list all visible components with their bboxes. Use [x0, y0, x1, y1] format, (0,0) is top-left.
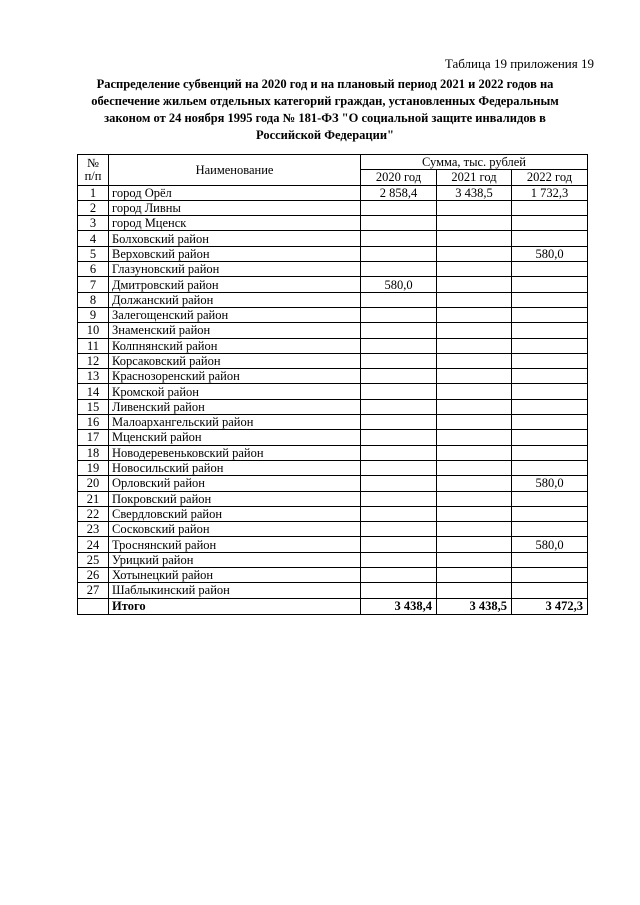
row-value-2022: 580,0 — [512, 476, 588, 491]
total-2021: 3 438,5 — [437, 598, 512, 614]
table-row — [78, 323, 588, 338]
row-number: 12 — [78, 353, 109, 368]
row-value-2021 — [437, 200, 512, 215]
row-value-2020 — [361, 353, 437, 368]
row-value-2020 — [361, 445, 437, 460]
table-row — [78, 307, 588, 322]
row-name: Кромской район — [109, 384, 361, 399]
row-value-2022 — [512, 384, 588, 399]
total-2022: 3 472,3 — [512, 598, 588, 614]
row-name: Корсаковский район — [109, 353, 361, 368]
row-value-2020 — [361, 384, 437, 399]
header-2020: 2020 год — [361, 170, 437, 185]
row-number: 2 — [78, 200, 109, 215]
row-value-2021 — [437, 552, 512, 567]
row-name: Мценский район — [109, 430, 361, 445]
table-row — [78, 568, 588, 583]
table-row — [78, 522, 588, 537]
document-title: Распределение субвенций на 2020 год и на плановый период 2021 и 2022 годов на обеспечение жильем отдельных категорий граждан, установленных Федеральным законом от 24 ноября 1995 года № 181-ФЗ "О социальной защите инвалидов в Российской Федерации" — [91, 77, 559, 142]
row-number: 1 — [78, 185, 109, 200]
row-value-2020 — [361, 399, 437, 414]
row-value-2022 — [512, 216, 588, 231]
row-name: Свердловский район — [109, 506, 361, 521]
appendix-label: Таблица 19 приложения 19 — [444, 56, 594, 71]
row-value-2020 — [361, 369, 437, 384]
row-value-2022 — [512, 231, 588, 246]
table-row — [78, 246, 588, 261]
row-number: 4 — [78, 231, 109, 246]
header-name: Наименование — [109, 155, 361, 186]
row-number: 21 — [78, 491, 109, 506]
row-name: Болховский район — [109, 231, 361, 246]
row-value-2021 — [437, 216, 512, 231]
row-number: 23 — [78, 522, 109, 537]
row-value-2020 — [361, 430, 437, 445]
row-value-2020 — [361, 231, 437, 246]
table-row — [78, 185, 588, 200]
row-value-2021 — [437, 568, 512, 583]
row-value-2020 — [361, 552, 437, 567]
row-number: 5 — [78, 246, 109, 261]
row-name: город Мценск — [109, 216, 361, 231]
row-value-2022 — [512, 491, 588, 506]
table-row — [78, 460, 588, 475]
row-value-2020 — [361, 537, 437, 552]
row-value-2022 — [512, 460, 588, 475]
row-value-2020 — [361, 522, 437, 537]
row-value-2020 — [361, 246, 437, 261]
row-name: Малоархангельский район — [109, 415, 361, 430]
row-name: Покровский район — [109, 491, 361, 506]
row-value-2020: 2 858,4 — [361, 185, 437, 200]
table-row — [78, 537, 588, 552]
table-row — [78, 415, 588, 430]
row-value-2021 — [437, 231, 512, 246]
row-value-2022 — [512, 262, 588, 277]
table-row — [78, 231, 588, 246]
row-number: 24 — [78, 537, 109, 552]
row-value-2022 — [512, 430, 588, 445]
table-row — [78, 262, 588, 277]
row-value-2021 — [437, 445, 512, 460]
row-name: Ливенский район — [109, 399, 361, 414]
row-name: Краснозоренский район — [109, 369, 361, 384]
table-row — [78, 399, 588, 414]
row-value-2020 — [361, 338, 437, 353]
row-value-2021 — [437, 323, 512, 338]
row-number: 20 — [78, 476, 109, 491]
row-name: Троснянский район — [109, 537, 361, 552]
row-number: 11 — [78, 338, 109, 353]
subsidy-table — [77, 154, 588, 615]
row-value-2021 — [437, 415, 512, 430]
row-number: 25 — [78, 552, 109, 567]
total-2020: 3 438,4 — [361, 598, 437, 614]
row-value-2021 — [437, 338, 512, 353]
row-value-2022 — [512, 583, 588, 598]
table-row — [78, 292, 588, 307]
row-name: город Орёл — [109, 185, 361, 200]
total-label: Итого — [109, 598, 361, 614]
row-value-2021 — [437, 307, 512, 322]
row-number: 27 — [78, 583, 109, 598]
row-value-2022 — [512, 415, 588, 430]
row-value-2020 — [361, 568, 437, 583]
row-value-2021 — [437, 277, 512, 292]
row-value-2022 — [512, 307, 588, 322]
row-value-2021 — [437, 476, 512, 491]
row-number: 3 — [78, 216, 109, 231]
row-name: Хотынецкий район — [109, 568, 361, 583]
row-name: Новосильский район — [109, 460, 361, 475]
table-row — [78, 491, 588, 506]
row-value-2020 — [361, 323, 437, 338]
row-name: город Ливны — [109, 200, 361, 215]
total-number-cell — [78, 598, 109, 614]
row-name: Верховский район — [109, 246, 361, 261]
table-row — [78, 384, 588, 399]
row-value-2022: 580,0 — [512, 537, 588, 552]
row-value-2021 — [437, 430, 512, 445]
row-number: 18 — [78, 445, 109, 460]
table-row — [78, 445, 588, 460]
row-value-2020 — [361, 583, 437, 598]
row-number: 19 — [78, 460, 109, 475]
row-value-2021 — [437, 353, 512, 368]
row-value-2021 — [437, 369, 512, 384]
row-value-2021 — [437, 262, 512, 277]
row-name: Колпнянский район — [109, 338, 361, 353]
header-sum: Сумма, тыс. рублей — [361, 155, 588, 170]
table-row — [78, 200, 588, 215]
row-number: 6 — [78, 262, 109, 277]
row-name: Дмитровский район — [109, 277, 361, 292]
row-value-2021 — [437, 292, 512, 307]
row-value-2021 — [437, 246, 512, 261]
row-value-2022: 1 732,3 — [512, 185, 588, 200]
header-number-line1: № — [87, 155, 99, 170]
header-number-line2: п/п — [84, 168, 102, 183]
table-row — [78, 506, 588, 521]
row-number: 14 — [78, 384, 109, 399]
table-row — [78, 277, 588, 292]
table-row — [78, 216, 588, 231]
row-value-2021 — [437, 399, 512, 414]
row-value-2021 — [437, 583, 512, 598]
row-number: 26 — [78, 568, 109, 583]
row-value-2021 — [437, 522, 512, 537]
row-value-2021 — [437, 506, 512, 521]
table-row — [78, 338, 588, 353]
row-name: Глазуновский район — [109, 262, 361, 277]
row-value-2020 — [361, 476, 437, 491]
row-value-2022 — [512, 277, 588, 292]
row-value-2020 — [361, 200, 437, 215]
row-value-2020 — [361, 460, 437, 475]
row-name: Новодеревеньковский район — [109, 445, 361, 460]
row-value-2022 — [512, 292, 588, 307]
row-value-2022 — [512, 369, 588, 384]
header-2021: 2021 год — [437, 170, 512, 185]
table-row — [78, 353, 588, 368]
row-value-2022: 580,0 — [512, 246, 588, 261]
row-value-2022 — [512, 338, 588, 353]
row-value-2022 — [512, 568, 588, 583]
row-name: Урицкий район — [109, 552, 361, 567]
row-number: 17 — [78, 430, 109, 445]
row-value-2020 — [361, 262, 437, 277]
row-number: 8 — [78, 292, 109, 307]
table-row — [78, 430, 588, 445]
row-value-2021 — [437, 460, 512, 475]
row-value-2022 — [512, 506, 588, 521]
row-value-2021 — [437, 384, 512, 399]
row-name: Орловский район — [109, 476, 361, 491]
row-name: Шаблыкинский район — [109, 583, 361, 598]
row-value-2022 — [512, 445, 588, 460]
row-number: 9 — [78, 307, 109, 322]
row-name: Сосковский район — [109, 522, 361, 537]
row-value-2021 — [437, 537, 512, 552]
row-number: 22 — [78, 506, 109, 521]
table-row — [78, 583, 588, 598]
row-value-2022 — [512, 399, 588, 414]
row-value-2020 — [361, 216, 437, 231]
row-number: 16 — [78, 415, 109, 430]
row-value-2022 — [512, 200, 588, 215]
row-value-2022 — [512, 552, 588, 567]
row-value-2020 — [361, 491, 437, 506]
row-name: Должанский район — [109, 292, 361, 307]
row-value-2020 — [361, 307, 437, 322]
header-number — [78, 155, 109, 186]
row-number: 7 — [78, 277, 109, 292]
row-value-2020 — [361, 292, 437, 307]
row-value-2022 — [512, 353, 588, 368]
header-2022: 2022 год — [512, 170, 588, 185]
row-name: Знаменский район — [109, 323, 361, 338]
row-value-2020 — [361, 506, 437, 521]
table-row — [78, 552, 588, 567]
row-value-2022 — [512, 522, 588, 537]
row-value-2020 — [361, 415, 437, 430]
row-value-2020: 580,0 — [361, 277, 437, 292]
total-row — [78, 598, 588, 614]
table-row — [78, 369, 588, 384]
row-value-2021 — [437, 491, 512, 506]
row-value-2022 — [512, 323, 588, 338]
row-number: 10 — [78, 323, 109, 338]
row-number: 13 — [78, 369, 109, 384]
row-value-2021: 3 438,5 — [437, 185, 512, 200]
row-number: 15 — [78, 399, 109, 414]
table-row — [78, 476, 588, 491]
row-name: Залегощенский район — [109, 307, 361, 322]
